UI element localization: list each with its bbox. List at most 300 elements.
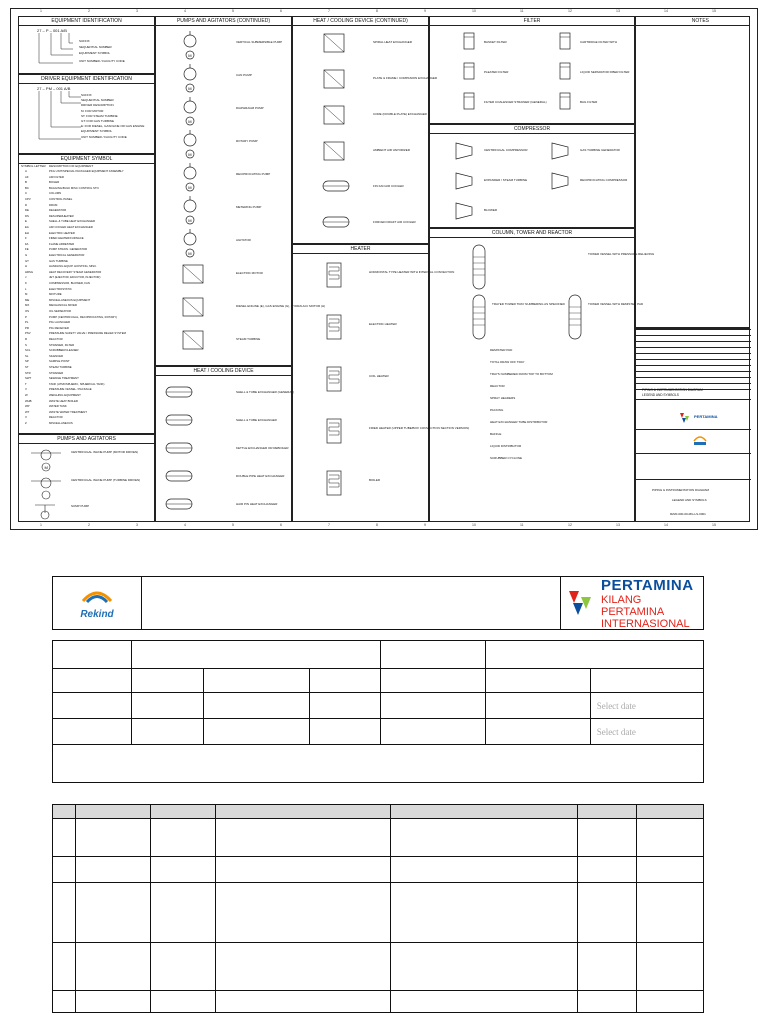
info-cell[interactable]: [485, 693, 590, 719]
symbol-letter: F: [25, 236, 27, 241]
title-block: [635, 328, 750, 522]
equipment-symbol-label: CAN PUMP: [236, 73, 252, 77]
equipment-symbol: [180, 97, 210, 127]
table-cell[interactable]: [216, 883, 391, 943]
column-label: LIQUID DISTRIBUTOR: [490, 444, 522, 448]
title-block-row-line: [636, 353, 751, 354]
equipment-symbol: [550, 169, 572, 193]
equipment-symbol-label: EXPANDER / STEAM TURBINE: [484, 178, 528, 182]
equipment-symbol: [470, 293, 490, 341]
svg-text:M: M: [188, 185, 192, 190]
symbol-letter: B: [25, 180, 27, 185]
symbol-description: OIL SEPARATOR: [49, 309, 71, 313]
column-tick: 8: [376, 9, 378, 13]
equipment-symbol: [460, 31, 480, 53]
equipment-symbol: [180, 196, 210, 226]
section-heat-cooling: [155, 366, 295, 522]
equipment-symbol: [323, 313, 363, 353]
table-cell[interactable]: [637, 857, 704, 883]
table-cell[interactable]: [76, 943, 151, 991]
column-label: SCRUBBER CYCLONE: [490, 456, 523, 460]
pertamina-logo: [567, 589, 597, 617]
info-cell[interactable]: [53, 693, 132, 719]
column-tick: 9: [424, 9, 426, 13]
equipment-symbol: [180, 295, 210, 325]
title-block-row-line: [636, 371, 751, 372]
rekind-logo-cell: [53, 577, 142, 630]
symbol-description: SEWAGE TREATMENT: [49, 376, 79, 381]
equipment-symbol-label: ELECTRIC HEATER: [369, 322, 397, 326]
equipment-symbol: [454, 169, 476, 193]
section-heat-cooling-continued: [292, 16, 438, 244]
symbol-description: GAS TURBINE: [49, 258, 68, 263]
equipment-symbol-label: RECIPROCATING COMPRESSOR: [580, 178, 628, 182]
info-cell: [381, 641, 486, 669]
table-cell[interactable]: [151, 857, 216, 883]
symbol-description: PKG UNIT/SPECIAL PACKAGED EQUIPMENT ASSEMBLY: [49, 169, 124, 173]
sump-pump-symbol: [35, 499, 65, 521]
table-row: [53, 883, 704, 943]
table-cell[interactable]: [216, 991, 391, 1013]
column-header: [578, 805, 637, 819]
table-cell[interactable]: [578, 991, 637, 1013]
pertamina-wordmark: PERTAMINA: [601, 576, 694, 594]
section-notes: [635, 16, 750, 328]
symbol-letter: T: [25, 381, 27, 386]
equipment-symbol: [164, 381, 208, 405]
column-tick: 8: [376, 523, 378, 527]
table-cell[interactable]: [216, 819, 391, 857]
pertamina-logo-small: [680, 413, 692, 423]
equipment-symbol-label: METERING PUMP: [236, 205, 262, 209]
symbol-letter: W: [25, 393, 28, 397]
title-block-row-line: [636, 377, 751, 378]
equipment-symbol-label: HORIZONTAL TYPE HEATER WITH INTERNAL CONVECTION: [369, 270, 455, 274]
table-cell[interactable]: [53, 883, 76, 943]
driver-id-note: M: FOR MOTOR: [81, 108, 104, 113]
driver-id-note: UNIT NUMBER / FACILITY CODE: [81, 134, 127, 139]
symbol-letter: ME: [25, 297, 30, 302]
title-block-row-line: [636, 359, 751, 360]
equipment-symbol-label: SHELL & TUBE EXCHANGER: [236, 418, 277, 422]
symbol-description: WATER TANK: [49, 404, 67, 409]
equipment-symbol-label: DIAPHRAGM PUMP: [236, 106, 264, 110]
table-cell[interactable]: [216, 943, 391, 991]
section-title: HEAT / COOLING DEVICE (CONTINUED): [293, 17, 428, 26]
column-header: [391, 805, 578, 819]
table-row: [53, 943, 704, 991]
column-header: [53, 805, 76, 819]
equipment-symbol: [460, 61, 480, 83]
symbol-letter: M: [25, 292, 28, 297]
table-cell[interactable]: [53, 819, 76, 857]
title-block-title-line-1: PIPING & INSTRUMENTATION DIAGRAM: [642, 388, 703, 392]
symbol-description: REACTOR: [49, 337, 63, 341]
column-tick: 10: [472, 523, 476, 527]
symbol-letter: HRSG: [25, 269, 34, 274]
equipment-symbol-label: RECIPROCATING PUMP: [236, 172, 271, 176]
driver-id-note: DRIVER DESCRIPTION: [81, 103, 114, 108]
info-cell[interactable]: [53, 719, 132, 745]
symbol-description: ELECTRICAL GENERATOR: [49, 253, 85, 257]
equipment-symbol: [556, 31, 576, 53]
symbol-description: MISCELLANEOUS EQUIPMENT: [49, 297, 91, 302]
column-label: TRAYS NUMBERED FROM TOP TO BOTTOM: [490, 372, 553, 376]
title-block-row-line: [636, 347, 751, 348]
symbol-description: DESUPERHEATER: [49, 213, 74, 218]
section-title: FILTER: [430, 17, 634, 26]
table-cell[interactable]: [76, 991, 151, 1013]
section-title: EQUIPMENT SYMBOL: [19, 155, 154, 164]
pump-label: CENTRIFUGAL INLINE PUMP (MOTOR DRIVEN): [71, 450, 139, 454]
symbol-letter: C: [25, 191, 28, 196]
equipment-symbol: [323, 469, 363, 509]
driver-id-note: SEQUENTIAL NUMBER: [81, 98, 114, 103]
rekind-logo-small: [692, 433, 708, 447]
section-column-tower-reactor: [429, 228, 655, 522]
equip-id-note-3: EQUIPMENT SYMBOL: [79, 51, 111, 55]
info-cell: [53, 641, 132, 669]
equip-id-code: 27 – P – 001 A/B: [37, 28, 67, 33]
info-cell[interactable]: [132, 641, 381, 669]
title-block-row-line: [636, 399, 751, 400]
column-tick: 11: [520, 523, 524, 527]
info-cell[interactable]: [485, 641, 703, 669]
symbol-description: MISCELLANEOUS: [49, 421, 73, 425]
symbol-letter: K: [25, 281, 27, 285]
table-cell[interactable]: [76, 819, 151, 857]
info-cell[interactable]: [309, 719, 381, 745]
column-label: TOTAL DRAW OFF TRAY: [490, 360, 525, 364]
symbol-letter: E: [25, 219, 27, 224]
symbol-description: AIR COOLED HEAT EXCHANGER: [49, 225, 93, 229]
section-pumps-agitators: [18, 434, 155, 522]
section-filter: [429, 16, 635, 124]
symbol-letter: WP: [25, 404, 30, 409]
table-cell[interactable]: [53, 991, 76, 1013]
date-picker-2[interactable]: Select date: [590, 719, 703, 745]
section-title: NOTES: [636, 17, 749, 26]
equipment-symbol: [556, 61, 576, 83]
table-cell[interactable]: [53, 943, 76, 991]
info-cell[interactable]: [132, 693, 204, 719]
table-cell[interactable]: [391, 819, 578, 857]
symbol-letter: FA: [25, 241, 29, 246]
info-cell: [309, 669, 381, 693]
table-cell[interactable]: [391, 943, 578, 991]
table-cell[interactable]: [637, 991, 704, 1013]
symbol-description: MIXTURE: [49, 292, 62, 297]
equipment-symbol-label: CENTRIFUGAL COMPRESSOR: [484, 148, 528, 152]
form-info-table: [52, 640, 704, 783]
svg-text:M: M: [188, 251, 192, 256]
symbol-letter: OS: [25, 309, 30, 313]
symbol-letter: H: [25, 264, 28, 269]
section-title: PUMPS AND AGITATORS (CONTINUED): [156, 17, 291, 26]
equipment-symbol-label: ELECTRIC MOTOR: [236, 271, 263, 275]
symbol-description: JET (EJECTOR, EDUCTOR, INJECTOR): [49, 275, 101, 280]
section-title: DRIVER EQUIPMENT IDENTIFICATION: [19, 75, 154, 84]
driver-id-note: ST: FOR STEAM TURBINE: [81, 113, 118, 118]
equipment-symbol-label: BOILER: [369, 478, 381, 482]
info-cell[interactable]: [309, 693, 381, 719]
symbol-description: TANK (ATMOSPHERIC, SPHERICAL TANK): [49, 381, 105, 386]
symbol-letter: A: [25, 169, 27, 173]
symbol-letter: FE: [25, 247, 29, 252]
column-tick: 7: [328, 523, 330, 527]
svg-text:M: M: [188, 86, 192, 91]
symbol-letter: WT: [25, 409, 30, 414]
driver-id-note: E: FOR DIESEL, GASOLINE OR GAS ENGINE: [81, 124, 145, 129]
symbol-description: PIG LAUNCHER: [49, 320, 70, 325]
equipment-symbol-label: AMBIENT AIR VAPORIZER: [373, 148, 410, 152]
column-tick: 9: [424, 523, 426, 527]
remarks-cell[interactable]: [53, 745, 704, 783]
equipment-symbol-label: VERTICAL SUBMERSIBLE PUMP: [236, 40, 283, 44]
legend-drawing-sheet: [10, 8, 758, 530]
inline-pump-motor-symbol: [31, 447, 61, 473]
table-cell[interactable]: [76, 883, 151, 943]
form-header-table: [52, 576, 704, 630]
equipment-symbol-label: AGITATOR: [236, 238, 251, 242]
symbol-header-desc: DESCRIPTION OF EQUIPMENT: [49, 164, 94, 168]
symbol-description: SHELL & TUBE HEAT EXCHANGER: [49, 219, 96, 224]
equipment-symbol: [323, 365, 363, 405]
column-tick: 7: [328, 9, 330, 13]
title-block-row-line: [636, 365, 751, 366]
symbol-description: MECHANICAL MIXER: [49, 303, 77, 308]
table-cell[interactable]: [151, 883, 216, 943]
column-label: PACKING: [490, 408, 504, 412]
symbol-letter: EA: [25, 225, 29, 229]
table-cell[interactable]: [578, 857, 637, 883]
symbol-letter: STR: [25, 370, 31, 375]
equipment-symbol-label: FIN FAN AIR COOLER: [373, 184, 404, 188]
symbol-description: DEAERATOR: [49, 208, 67, 213]
info-cell[interactable]: [203, 693, 309, 719]
table-row: [53, 819, 704, 857]
equipment-symbol: [323, 261, 363, 301]
column-tick: 6: [280, 523, 282, 527]
symbol-letter: Z: [25, 421, 27, 425]
symbol-description: REACTOR: [49, 415, 63, 420]
column-header: [637, 805, 704, 819]
equipment-symbol: [164, 409, 208, 433]
info-cell: [53, 669, 132, 693]
equip-id-note-2: SEQUENTIAL NUMBER: [79, 45, 112, 49]
column-label: SPRAY HEADERS: [490, 396, 516, 400]
symbol-letter: MX: [25, 303, 30, 308]
column-tick: 6: [280, 9, 282, 13]
symbol-header-letter: SYMBOL LETTER: [21, 164, 46, 168]
symbol-description: SILENCER: [49, 353, 63, 358]
title-block-row-line: [636, 479, 751, 480]
symbol-description: PRESSURE SAFETY VALVE / PRESSURE RELIEF SYSTEM: [49, 331, 126, 336]
table-cell[interactable]: [151, 991, 216, 1013]
table-cell[interactable]: [637, 819, 704, 857]
column-header: [76, 805, 151, 819]
table-cell[interactable]: [637, 883, 704, 943]
symbol-description: PIG RECEIVER: [49, 325, 69, 330]
symbol-description: STEAM TURBINE: [49, 365, 72, 369]
table-row: [53, 991, 704, 1013]
symbol-description: PUMP (CENTRIFUGAL, RECIPROCATING, ROTARY): [49, 314, 118, 319]
pertamina-logo-cell: [561, 577, 704, 630]
form-title-cell: [142, 577, 561, 630]
equipment-symbol-label: BASKET FILTER: [484, 40, 507, 44]
info-cell[interactable]: [381, 693, 486, 719]
svg-text:M: M: [188, 119, 192, 124]
equipment-symbol: [164, 493, 208, 517]
equipment-symbol-label: BLOWER: [484, 208, 498, 212]
symbol-description: COMPRESSOR, BLOWER, FAN: [49, 281, 90, 285]
info-cell: [203, 669, 309, 693]
info-cell: [485, 669, 590, 693]
equipment-symbol-label: TOWER VESSEL WITH DEMISTER PAD: [588, 302, 644, 306]
column-tick: 14: [664, 523, 668, 527]
equipment-symbol: [164, 465, 208, 489]
title-block-row-line: [636, 341, 751, 342]
section-heater: [292, 244, 470, 522]
symbol-letter: SWT: [25, 376, 32, 381]
driver-id-note: EQUIPMENT SYMBOL: [81, 129, 113, 134]
section-title: HEATER: [293, 245, 428, 254]
equip-id-note-4: UNIT NUMBER / FACILITY CODE: [79, 59, 125, 63]
equipment-symbol: [180, 64, 210, 94]
equipment-symbol: [180, 130, 210, 160]
table-cell[interactable]: [76, 857, 151, 883]
symbol-letter: ST: [25, 365, 29, 369]
column-header: [216, 805, 391, 819]
equipment-symbol-label: KETTLE EXCHANGER OR REBOILER: [236, 446, 289, 450]
equipment-symbol-label: CORE (DOUBLE PLATE) EXCHANGER: [373, 112, 427, 116]
symbol-letter: DE: [25, 208, 29, 213]
svg-text:M: M: [44, 465, 48, 470]
table-cell[interactable]: [391, 857, 578, 883]
symbol-letter: S: [25, 342, 27, 347]
info-cell[interactable]: [132, 719, 204, 745]
equipment-symbol: [454, 199, 476, 223]
table-cell[interactable]: [391, 991, 578, 1013]
symbol-letter: J: [25, 275, 27, 280]
symbol-description: COLUMN: [49, 191, 62, 196]
symbol-description: DRUM: [49, 202, 58, 207]
equipment-symbol: [556, 91, 576, 113]
column-tick: 13: [616, 9, 620, 13]
symbol-letter: R: [25, 337, 28, 341]
symbol-letter: PL: [25, 320, 29, 325]
section-equipment-identification: [18, 16, 155, 74]
title-block-row-line: [636, 335, 751, 336]
title-block-drawing-no: RZ20-000-00-MG-LS-0001: [670, 512, 706, 516]
equipment-symbol: [454, 139, 476, 163]
equipment-symbol: [180, 328, 210, 358]
equipment-symbol: [321, 31, 361, 61]
equipment-symbol: [323, 417, 363, 457]
symbol-description: ELECTRIC HEATER: [49, 230, 75, 235]
equipment-symbol-label: FORCED DRAFT AIR COOLER: [373, 220, 416, 224]
column-tick: 2: [88, 523, 90, 527]
info-cell[interactable]: [381, 719, 486, 745]
column-tick: 14: [664, 9, 668, 13]
info-cell[interactable]: [485, 719, 590, 745]
symbol-description: SAMPLE POINT: [49, 359, 70, 364]
column-tick: 2: [88, 9, 90, 13]
table-cell[interactable]: [151, 943, 216, 991]
symbol-description: PRESSURE VESSEL / PACKAGE: [49, 387, 92, 392]
comment-table: [52, 804, 704, 1013]
column-tick: 5: [232, 523, 234, 527]
info-cell: [132, 669, 204, 693]
svg-text:M: M: [188, 218, 192, 223]
table-cell[interactable]: [151, 819, 216, 857]
symbol-description: STRAINER: [49, 370, 64, 375]
driver-id-note: GT: FOR GAS TURBINE: [81, 119, 114, 123]
equipment-symbol-label: GAS TURBINE GENERATOR: [580, 148, 620, 152]
equipment-symbol-label: COIL HEATER: [369, 374, 389, 378]
table-cell[interactable]: [578, 819, 637, 857]
symbol-description: SCRUBBER/CLEANER: [49, 348, 79, 353]
column-label: BAFFLE: [490, 432, 502, 436]
rekind-logo: [77, 587, 117, 609]
symbol-description: STRAINER, FILTER: [49, 342, 75, 347]
symbol-letter: GT: [25, 258, 29, 263]
equipment-symbol: [180, 163, 210, 193]
equipment-symbol: [321, 103, 361, 133]
symbol-description: FIRED HEATER/FURNACE: [49, 236, 84, 241]
equipment-symbol: [321, 67, 361, 97]
table-cell[interactable]: [578, 943, 637, 991]
info-cell[interactable]: [203, 719, 309, 745]
symbol-letter: PR: [25, 325, 29, 330]
equipment-symbol-label: LIQUID SEPARATOR FIBER FILTER: [580, 70, 630, 74]
equipment-symbol: [180, 31, 210, 61]
pump-label: CENTRIFUGAL INLINE PUMP (TURBINE DRIVEN): [71, 478, 141, 482]
table-cell[interactable]: [578, 883, 637, 943]
title-block-final-title-1: PIPING & INSTRUMENTATION DIAGRAM: [652, 488, 710, 492]
symbol-letter: X: [25, 415, 27, 420]
title-block-row-line: [636, 429, 751, 430]
table-cell[interactable]: [53, 857, 76, 883]
column-tick: 10: [472, 9, 476, 13]
column-header: [151, 805, 216, 819]
document-form: [52, 576, 704, 1016]
table-cell[interactable]: [637, 943, 704, 991]
table-cell[interactable]: [216, 857, 391, 883]
svg-text:M: M: [188, 152, 192, 157]
symbol-description: BAGGING/BULK MISC CONTROL STN: [49, 185, 99, 190]
equipment-symbol: [550, 139, 572, 163]
symbol-letter: DS: [25, 213, 29, 218]
date-picker-1[interactable]: Select date: [590, 693, 703, 719]
symbol-letter: AF: [25, 174, 29, 179]
column-tick: 1: [40, 9, 42, 13]
symbol-letter: SP: [25, 359, 29, 364]
symbol-letter: PSV: [25, 331, 31, 336]
equipment-symbol: [180, 262, 210, 292]
column-tick: 12: [568, 523, 572, 527]
title-block-title-line-2: LEGEND AND SYMBOLS: [642, 393, 679, 397]
symbol-letter: EH: [25, 230, 29, 235]
symbol-description: HEAT RECOVERY STEAM GENERATOR: [49, 269, 102, 274]
info-cell: [381, 669, 486, 693]
column-tick: 3: [136, 523, 138, 527]
symbol-letter: SL: [25, 353, 29, 358]
equipment-symbol-label: TRAYED TOWER TRAY NUMBERING AS SPECIFIED: [492, 302, 565, 306]
pertamina-subtitle: KILANG PERTAMINA INTERNASIONAL: [601, 593, 690, 630]
table-cell[interactable]: [391, 883, 578, 943]
section-driver-identification: [18, 74, 155, 154]
